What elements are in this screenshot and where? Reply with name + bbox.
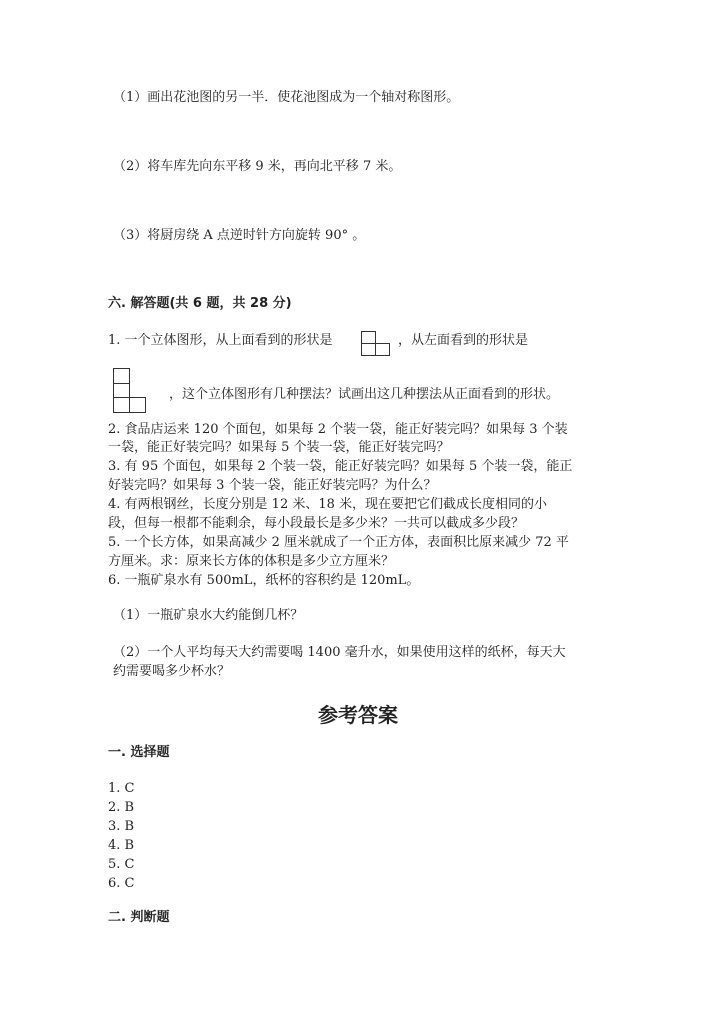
question-line: 4. 有两根钢丝，长度分别是 12 米、18 米，现在要把它们截成长度相同的小	[108, 497, 548, 512]
question-1-part-c: ，这个立体图形有几种摆法？试画出这几种摆法从正面看到的形状。	[169, 387, 560, 402]
left-view-shape-icon	[113, 368, 147, 414]
question-line: 方厘米。求：原来长方体的体积是多少立方厘米？	[108, 554, 395, 569]
answers-section-2-heading: 二. 判断题	[108, 910, 170, 925]
question-6-part-2-cont: 约需要喝多少杯水？	[113, 664, 231, 679]
question-line: 2. 食品店运来 120 个面包，如果每 2 个装一袋，能正好装完吗？如果每 3 个装	[108, 422, 568, 437]
question-line: 段，但每一根都不能剩余，每小段最长是多少米？一共可以截成多少段？	[108, 516, 525, 531]
section-heading-solve: 六. 解答题(共 6 题，共 28 分)	[108, 296, 292, 311]
question-1-part-b: ，从左面看到的形状是	[398, 333, 529, 348]
question-6-part-2: （2）一个人平均每天大约需要喝 1400 毫升水，如果使用这样的纸杯，每天大	[113, 645, 566, 660]
answer-item: 6. C	[108, 876, 135, 891]
top-view-shape-icon	[361, 331, 391, 357]
answer-item: 3. B	[108, 819, 135, 834]
answers-title: 参考答案	[318, 703, 398, 727]
question-line: 一袋，能正好装完吗？如果每 5 个装一袋，能正好装完吗？	[108, 440, 450, 455]
answer-item: 2. B	[108, 800, 135, 815]
sub-item-3: （3）将厨房绕 A 点逆时针方向旋转 90° 。	[113, 228, 366, 243]
answer-item: 1. C	[108, 781, 135, 796]
sub-item-2: （2）将车库先向东平移 9 米，再向北平移 7 米。	[113, 159, 402, 174]
answer-item: 4. B	[108, 838, 135, 853]
question-line: 5. 一个长方体，如果高减少 2 厘米就成了一个正方体，表面积比原来减少 72 平	[108, 535, 569, 550]
question-line: 3. 有 95 个面包，如果每 2 个装一袋，能正好装完吗？如果每 5 个装一袋，能正	[108, 459, 573, 474]
question-line: 好装完吗？如果每 3 个装一袋，能正好装完吗？为什么？	[108, 478, 437, 493]
question-line: 6. 一瓶矿泉水有 500mL，纸杯的容积约是 120mL。	[108, 573, 420, 588]
answers-section-1-heading: 一. 选择题	[108, 745, 170, 760]
sub-item-1: （1）画出花池图的另一半．使花池图成为一个轴对称图形。	[113, 90, 460, 105]
question-6-part-1: （1）一瓶矿泉水大约能倒几杯？	[113, 608, 304, 623]
answer-item: 5. C	[108, 857, 135, 872]
question-1-part-a: 1. 一个立体图形，从上面看到的形状是	[108, 333, 333, 348]
